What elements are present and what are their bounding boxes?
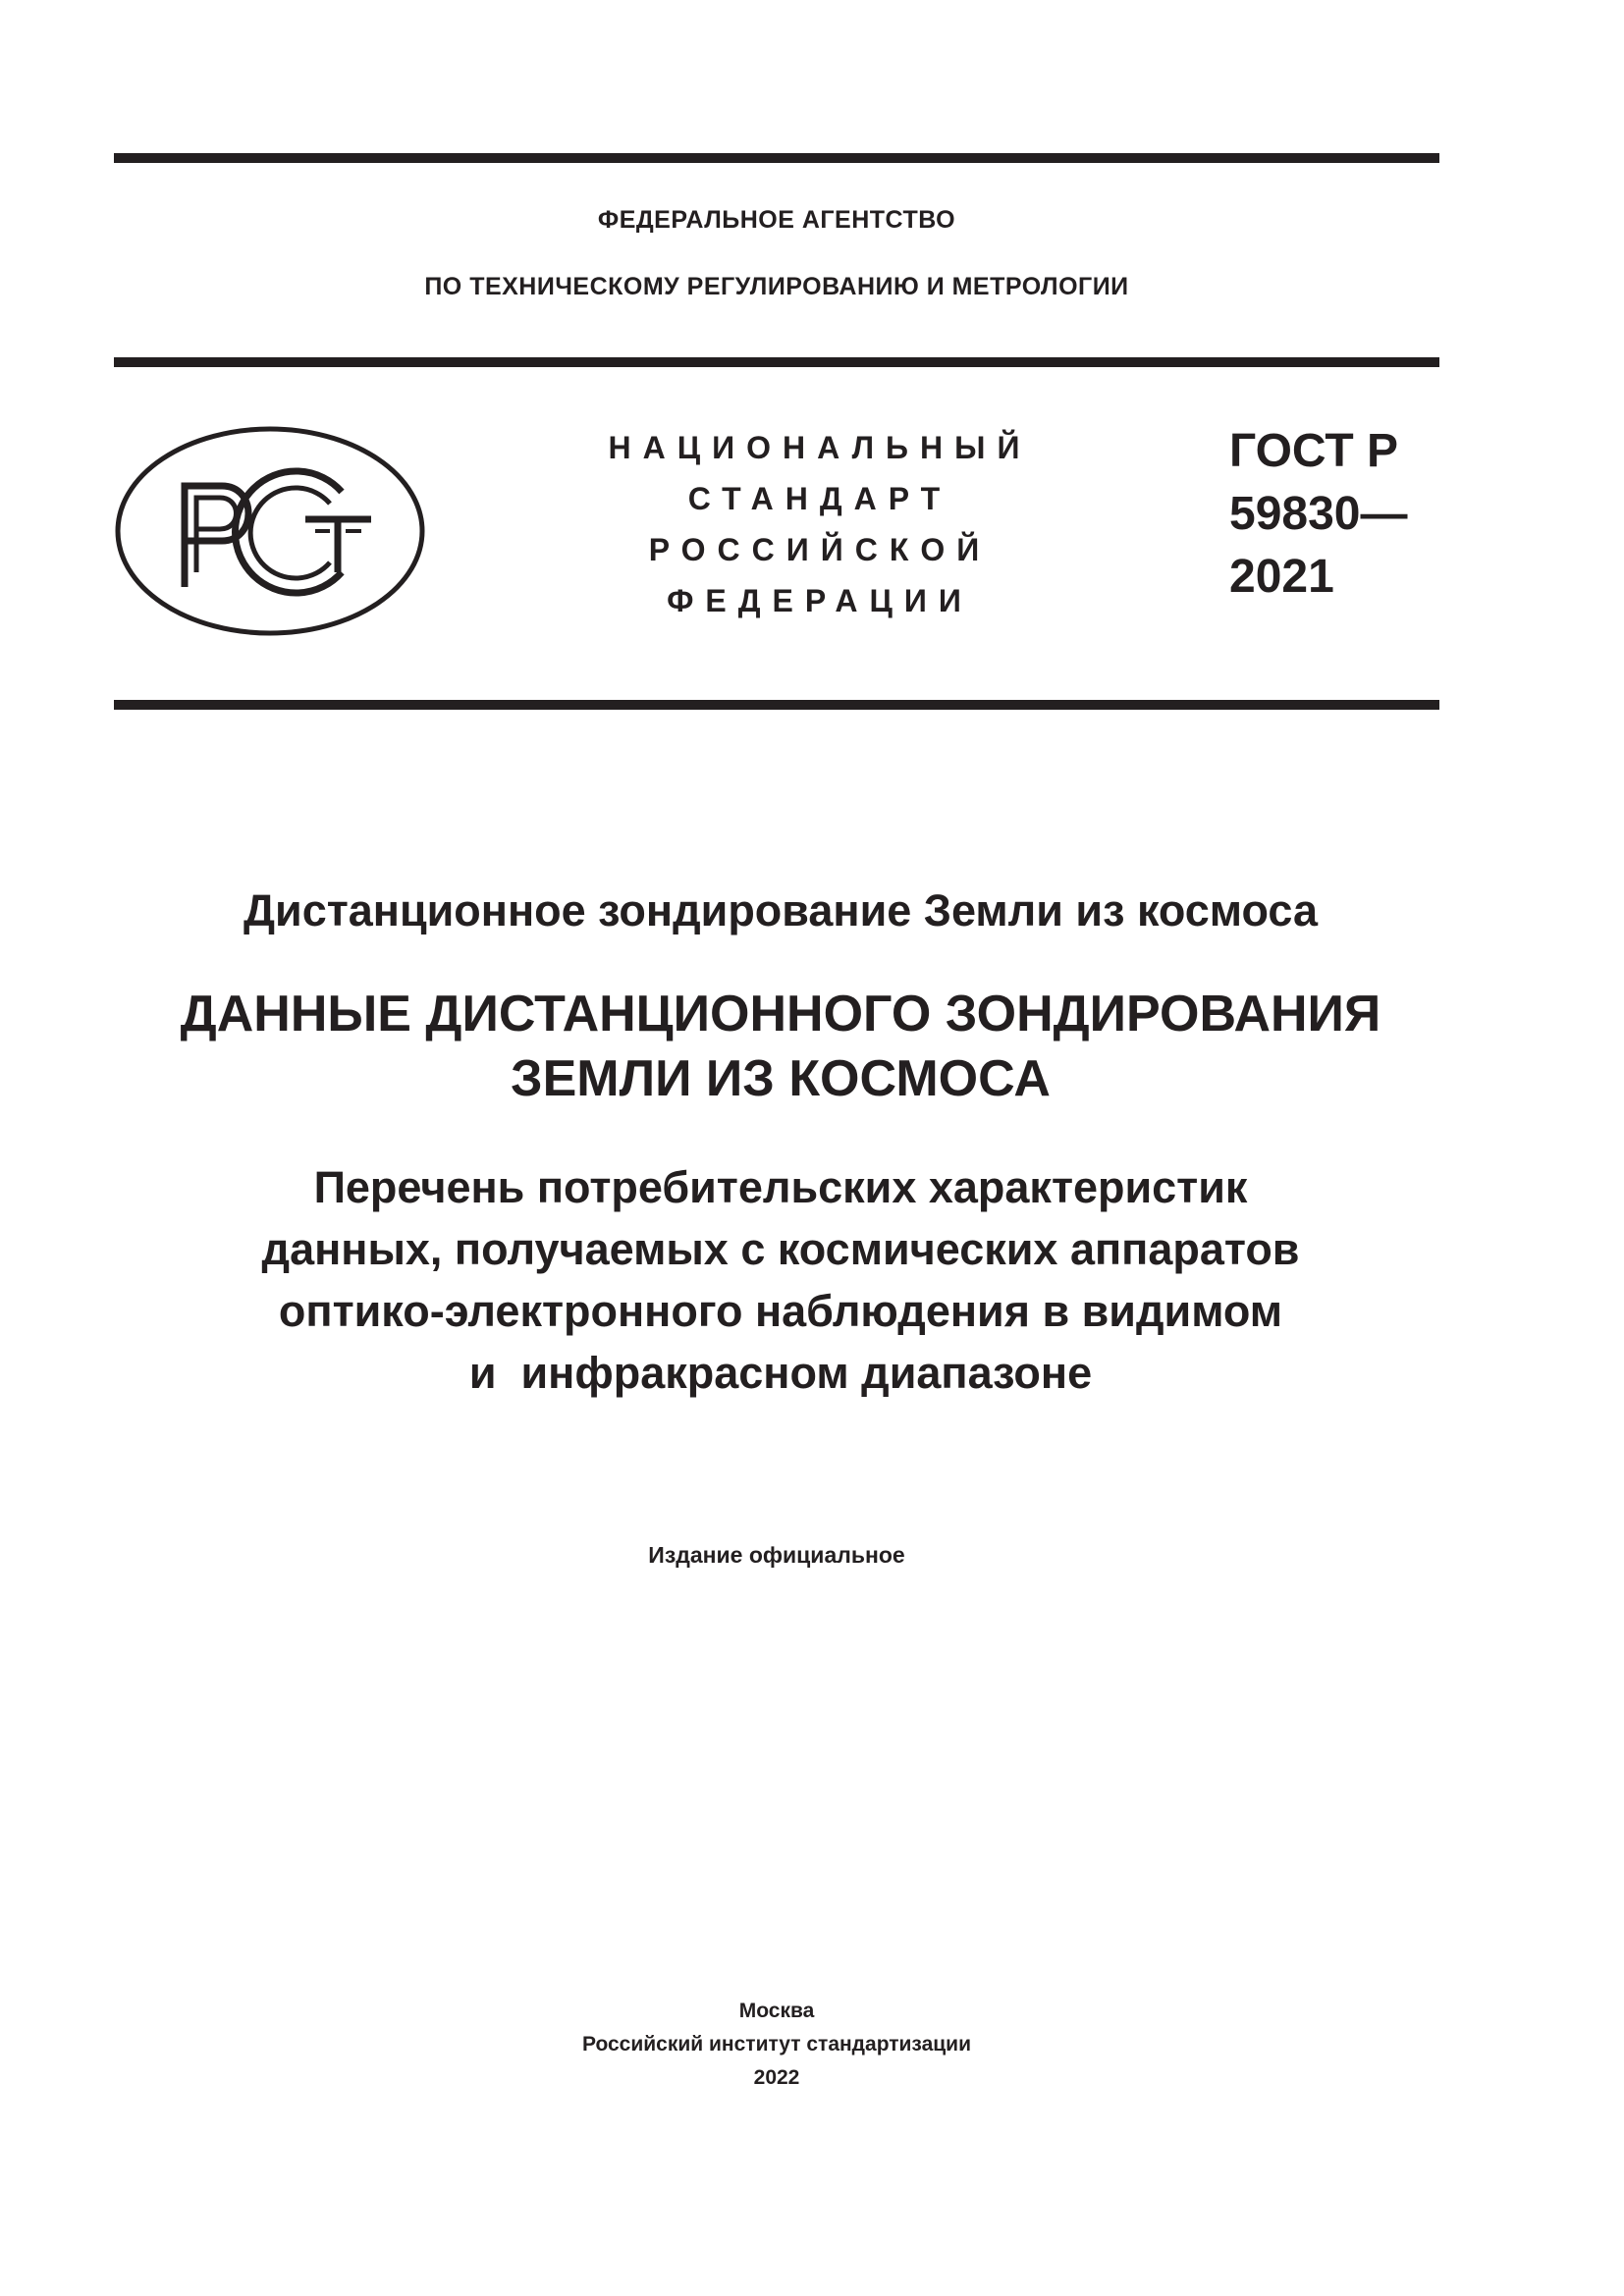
subtitle — [59, 1156, 1502, 1404]
imprint-year: 2022 — [753, 2066, 800, 2089]
subtitle-line1: Перечень потребительских характеристик — [313, 1162, 1248, 1212]
standard-type — [574, 422, 1065, 626]
agency-name-line1: ФЕДЕРАЛЬНОЕ АГЕНТСТВО — [597, 206, 956, 234]
main-title-line2: ЗЕМЛИ ИЗ КОСМОСА — [511, 1050, 1051, 1107]
header-divider — [114, 357, 1439, 367]
imprint-city: Москва — [738, 2000, 815, 2022]
subtitle-line4: и инфракрасном диапазоне — [468, 1348, 1093, 1398]
top-divider — [114, 153, 1439, 163]
imprint-publisher: Российский институт стандартизации — [581, 2033, 972, 2056]
section-divider — [114, 700, 1439, 710]
main-title — [59, 982, 1502, 1111]
subtitle-line2: данных, получаемых с космических аппаратов — [261, 1224, 1300, 1274]
designation-line3: 2021 — [1229, 551, 1334, 603]
standard-type-line1: НАЦИОНАЛЬНЫЙ — [608, 430, 1032, 465]
standard-type-line3: РОССИЙСКОЙ — [648, 532, 992, 567]
standard-designation — [1229, 420, 1407, 609]
edition-label: Издание официальное — [648, 1542, 905, 1568]
rst-certification-mark-icon — [114, 425, 426, 637]
imprint — [114, 1995, 1439, 2095]
standard-type-line4: ФЕДЕРАЦИИ — [667, 583, 973, 618]
subtitle-line3: оптико-электронного наблюдения в видимом — [278, 1286, 1283, 1336]
standard-type-line2: СТАНДАРТ — [687, 481, 952, 516]
group-title: Дистанционное зондирование Земли из космоса — [243, 885, 1319, 935]
designation-line1: ГОСТ Р — [1229, 425, 1399, 477]
designation-line2: 59830— — [1229, 488, 1408, 540]
main-title-line1: ДАННЫЕ ДИСТАНЦИОННОГО ЗОНДИРОВАНИЯ — [180, 986, 1381, 1042]
agency-name-line2: ПО ТЕХНИЧЕСКОМУ РЕГУЛИРОВАНИЮ И МЕТРОЛОГИИ — [424, 273, 1129, 300]
